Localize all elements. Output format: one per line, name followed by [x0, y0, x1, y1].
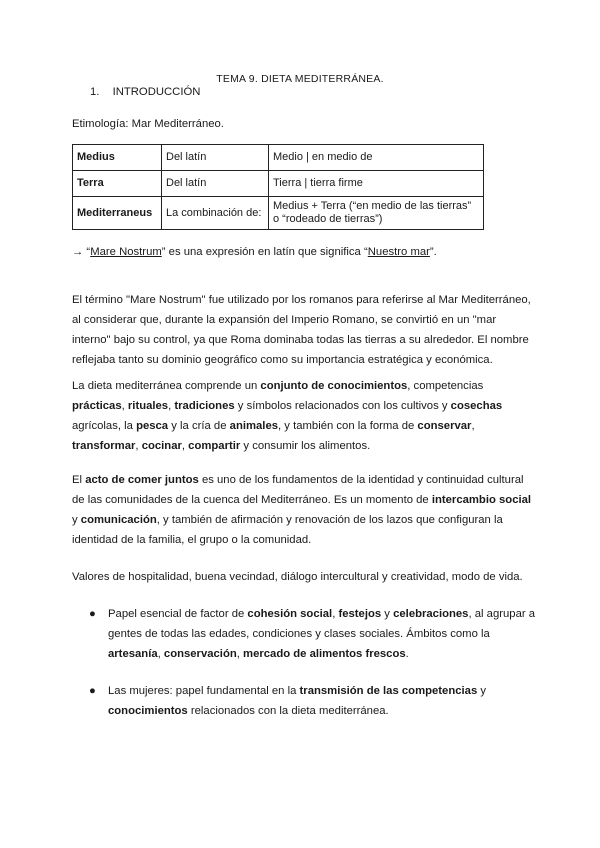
meaning-cell	[269, 197, 484, 230]
text-run: La dieta mediterránea comprende un	[72, 380, 261, 392]
nuestro-mar-phrase: Nuestro mar	[367, 246, 430, 258]
bold-term: cocinar	[141, 440, 182, 452]
text-run: y	[477, 685, 487, 697]
text-run: ,	[168, 400, 175, 412]
origin-cell: Del latín	[162, 145, 269, 171]
bold-term: mercado de alimentos frescos	[243, 648, 406, 660]
section-heading	[90, 86, 200, 98]
text-run: y la cría de	[168, 420, 230, 432]
text-run: y consumir los alimentos.	[240, 440, 371, 452]
text-run: y símbolos relacionados con los cultivos y	[234, 400, 451, 412]
bold-term: pesca	[136, 420, 169, 432]
text-run: ,	[121, 400, 128, 412]
etymology-intro: Etimología: Mar Mediterráneo.	[72, 118, 224, 130]
term-cell: Terra	[73, 171, 162, 197]
text-run: , y también de afirmación y renovación de los lazos que configuran la identidad de la familia, el grupo o la comunidad.	[72, 514, 503, 546]
text-run: agrícolas, la	[72, 420, 137, 432]
bold-term: cosechas	[450, 400, 503, 412]
bold-term: animales	[229, 420, 279, 432]
section-number: 1.	[90, 86, 100, 98]
text-run: El	[72, 474, 86, 486]
bullet-text	[108, 681, 536, 721]
table-row	[73, 171, 484, 197]
origin-cell: La combinación de:	[162, 197, 269, 230]
text-run: , competencias	[407, 380, 484, 392]
text-run: , y también con la forma de	[278, 420, 418, 432]
bold-term: conservación	[163, 648, 237, 660]
table-row	[73, 197, 484, 230]
mare-nostrum-note	[72, 242, 532, 262]
text-run: Papel esencial de factor de	[108, 608, 248, 620]
bold-term: cohesión social	[247, 608, 333, 620]
bold-term: conjunto de conocimientos	[260, 380, 408, 392]
text-run: ,	[332, 608, 339, 620]
text-run: relacionados con la dieta mediterránea.	[187, 705, 389, 717]
bold-term: celebraciones	[393, 608, 469, 620]
text-run: ,	[236, 648, 244, 660]
text-run: es uno de los fundamentos de la identidad y continuidad cultural de las comunidades de la cuenca del Mediterráneo. Es un momento de	[72, 474, 524, 506]
bold-term: comunicación	[80, 514, 157, 526]
paragraph-comer-juntos	[72, 470, 532, 550]
origin-cell: Del latín	[162, 171, 269, 197]
bold-term: festejos	[338, 608, 382, 620]
etymology-table	[72, 144, 484, 230]
text-run: .	[405, 648, 409, 660]
bold-term: transmisión de las competencias	[299, 685, 478, 697]
bold-term: acto de comer juntos	[85, 474, 199, 486]
bold-term: rituales	[127, 400, 169, 412]
section-title: INTRODUCCIÓN	[112, 86, 201, 98]
bold-term: conservar	[417, 420, 472, 432]
text-run: ,	[181, 440, 189, 452]
meaning-line: Medius + Terra (“en medio de las tierras”	[273, 200, 472, 212]
arrow-prefix: → “	[72, 246, 91, 258]
table-row	[73, 145, 484, 171]
bold-term: prácticas	[72, 400, 122, 412]
text-run: Las mujeres: papel fundamental en la	[108, 685, 300, 697]
mare-nostrum-phrase: Mare Nostrum	[90, 246, 162, 258]
bullet-icon: ●	[89, 608, 96, 620]
paragraph-mare-nostrum: El término "Mare Nostrum" fue utilizado por los romanos para referirse al Mar Mediterráneo, al considerar que, durante la expansión del Imperio Romano, se convirtió en un "mar interno" bajo su control, ya que Roma dominaba todas las tierras a su alrededor. El nombre reflejaba tanto su dominio geográfico como su importancia estratégica y económica.	[72, 294, 531, 366]
term-cell: Mediterraneus	[73, 197, 162, 230]
text-run: ,	[157, 648, 164, 660]
bold-term: conocimientos	[108, 705, 188, 717]
paragraph-valores: Valores de hospitalidad, buena vecindad, diálogo intercultural y creatividad, modo de vida.	[72, 571, 523, 583]
text-run: y	[72, 514, 81, 526]
meaning-cell: Medio | en medio de	[269, 145, 484, 171]
bullet-text	[108, 604, 536, 664]
text-run: ,	[471, 420, 475, 432]
bold-term: artesanía	[108, 648, 158, 660]
document-title: TEMA 9. DIETA MEDITERRÁNEA.	[216, 73, 384, 85]
text-run: ,	[135, 440, 142, 452]
text-run: , al agrupar a gentes de todas las edades, condiciones y clases sociales. Ámbitos como la	[108, 608, 536, 640]
term-cell: Medius	[73, 145, 162, 171]
bold-term: intercambio social	[431, 494, 532, 506]
bold-term: transformar	[72, 440, 136, 452]
note-middle: ” es una expresión en latín que significa “	[161, 246, 368, 258]
bold-term: compartir	[188, 440, 241, 452]
meaning-line: o “rodeado de tierras”)	[273, 213, 383, 225]
bold-term: tradiciones	[174, 400, 235, 412]
bullet-icon: ●	[89, 685, 96, 697]
note-end: ”.	[429, 246, 437, 258]
meaning-cell: Tierra | tierra firme	[269, 171, 484, 197]
text-run: y	[381, 608, 394, 620]
paragraph-dieta	[72, 376, 532, 456]
